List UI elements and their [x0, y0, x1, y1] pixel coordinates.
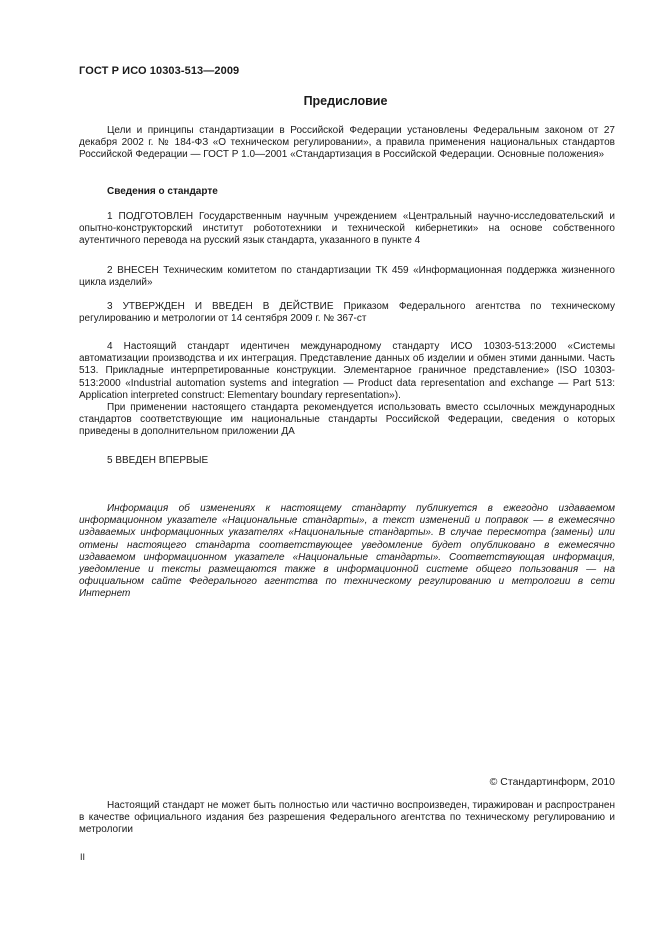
notice-block — [79, 503, 615, 601]
item-4-block — [79, 341, 615, 439]
item-1-block — [79, 211, 615, 248]
copyright-line: © Стандартинформ, 2010 — [489, 776, 615, 788]
page-title: Предисловие — [303, 94, 388, 108]
section-heading: Сведения о стандарте — [107, 186, 218, 197]
item-2-paragraph: 2 ВНЕСЕН Техническим комитетом по стандартизации ТК 459 «Информационная поддержка жизненного цикла изделий» — [79, 265, 615, 289]
section-heading-block — [79, 186, 615, 198]
intro-block — [79, 125, 615, 162]
item-4-paragraph: 4 Настоящий стандарт идентичен международному стандарту ИСО 10303-513:2000 «Системы автоматизации производства и их интеграция. Представление данных об изделии и обмен этими данными. Часть 513. Прикладные интерпретированные конструкции. Элементарное граничное представление» (ISO 10303-513:2000 «Industrial automation systems and integration — Product data representation and exchange — Part 513: Application interpreted construct: Elementary boundary representation»). — [79, 341, 615, 401]
item-3-paragraph: 3 УТВЕРЖДЕН И ВВЕДЕН В ДЕЙСТВИЕ Приказом Федерального агентства по техническому регулированию и метрологии от 14 сентября 2009 г. № 367-ст — [79, 301, 615, 325]
page-number: II — [80, 852, 86, 862]
notice-paragraph: Информация об изменениях к настоящему стандарту публикуется в ежегодно издаваемом информационном указателе «Национальные стандарты», а текст изменений и поправок — в ежемесячно издаваемых информационных указателях «Национальные стандарты». В случае пересмотра (замены) или отмены настоящего стандарта соответствующее уведомление будет опубликовано в ежемесячно издаваемом информационном указателе «Национальные стандарты». Соответствующая информация, уведомление и тексты размещаются также в информационной системе общего пользования — на официальном сайте Федерального агентства по техническому регулированию и метрологии в сети Интернет — [79, 503, 615, 600]
item-5-block — [79, 455, 615, 467]
restriction-paragraph: Настоящий стандарт не может быть полностью или частично воспроизведен, тиражирован и распространен в качестве официального издания без разрешения Федерального агентства по техническому регулированию и метрологии — [79, 800, 615, 836]
intro-paragraph: Цели и принципы стандартизации в Российской Федерации установлены Федеральным законом от 27 декабря 2002 г. № 184-ФЗ «О техническом регулировании», а правила применения национальных стандартов Российской Федерации — ГОСТ Р 1.0—2001 «Стандартизация в Российской Федерации. Основные положения» — [79, 125, 615, 161]
item-5-paragraph: 5 ВВЕДЕН ВПЕРВЫЕ — [107, 455, 209, 466]
item-1-paragraph: 1 ПОДГОТОВЛЕН Государственным научным учреждением «Центральный научно-исследовательский и опытно-конструкторский институт робототехники и технической кибернетики» на основе собственного аутентичного перевода на русский язык стандарта, указанного в пункте 4 — [79, 211, 615, 247]
document-code: ГОСТ Р ИСО 10303-513—2009 — [79, 65, 240, 77]
item-3-block — [79, 301, 615, 325]
restriction-block — [79, 800, 615, 837]
item-4-note-paragraph: При применении настоящего стандарта рекомендуется использовать вместо ссылочных международных стандартов соответствующие им национальные стандарты Российской Федерации, сведения о которых приведены в дополнительном приложении ДА — [79, 402, 615, 438]
item-2-block — [79, 265, 615, 289]
